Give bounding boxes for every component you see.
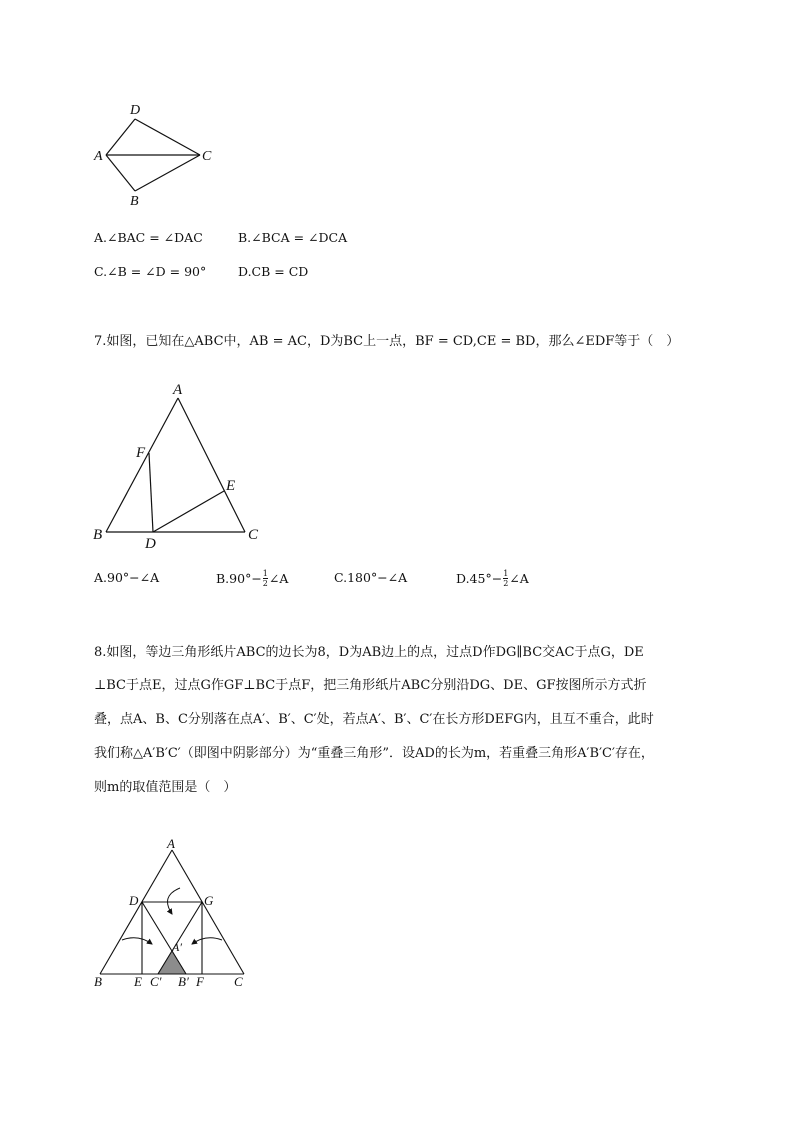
q7-option-b-suffix: ∠A [268,571,289,586]
segment-de [153,491,224,532]
q7-option-c: C.180°−∠A [334,570,408,585]
q7-option-d [456,570,529,589]
label-e: E [226,478,236,494]
label-b: B [93,527,103,543]
segment-fd [149,453,153,532]
segment-ab [106,398,178,532]
label-c: C [234,974,243,989]
label-c: C [248,527,259,543]
segment-ad [106,119,135,155]
q6-option-b: B.∠BCA = ∠DCA [238,230,348,245]
label-f: F [196,974,204,989]
label-d: D [130,103,141,118]
label-e: E [134,974,142,989]
figure-kite [88,98,228,210]
q8-line-5: 则m的取值范围是（ ） [94,780,237,795]
q7-option-d-suffix: ∠A [509,571,529,586]
label-c: C [202,149,212,164]
label-g: G [204,893,214,908]
label-a: A [167,838,175,851]
q7-option-b-prefix: B.90°− [216,571,262,586]
q7-option-a: A.90°−∠A [94,570,160,585]
label-f: F [136,445,146,461]
arrow-icon [122,938,152,944]
label-b: B [130,194,139,209]
q6-option-a: A.∠BAC = ∠DAC [94,230,203,245]
label-a-prime: A′ [172,940,182,954]
fraction-numerator: 1 [503,569,509,578]
label-d: D [129,893,139,908]
segment-ab [100,850,172,974]
segment-ab [106,155,135,191]
overlap-triangle [158,951,186,974]
q6-option-d: D.CB = CD [238,264,309,279]
arrow-icon [192,938,222,944]
arrow-icon [168,888,181,914]
fraction-half [503,569,508,588]
label-a: A [173,384,183,398]
figure-q7-triangle [88,384,274,554]
q8-line-1: 8.如图，等边三角形纸片ABC的边长为8，D为AB边上的点，过点D作DG∥BC交AC于点G，DE [94,645,644,660]
q7-option-b [216,570,288,589]
segment-ac [172,850,244,974]
fraction-half [263,569,268,588]
figure-q8-folding [88,838,258,996]
fraction-numerator: 1 [262,569,268,578]
q6-option-c: C.∠B = ∠D = 90° [94,264,207,279]
label-b: B [94,974,102,989]
q8-line-2: ⊥BC于点E，过点G作GF⊥BC于点F，把三角形纸片ABC分别沿DG、DE、GF按图所示方式折 [94,678,647,693]
label-b-prime: B′ [178,974,189,989]
q7-option-d-prefix: D.45°− [456,571,503,586]
label-d: D [145,536,156,552]
fraction-denominator: 2 [503,579,509,588]
q8-line-3: 叠，点A、B、C分别落在点A′、B′、C′处，若点A′、B′、C′在长方形DEFG内，且互不重合，此时 [94,712,654,727]
label-c-prime: C′ [150,974,162,989]
segment-dc [135,119,200,155]
q7-stem: 7.如图，已知在△ABC中，AB = AC，D为BC上一点，BF = CD,CE = BD，那么∠EDF等于（ ） [94,334,680,349]
segment-bc [135,155,200,191]
label-a: A [94,149,103,164]
q8-line-4: 我们称△A′B′C′（即图中阴影部分）为“重叠三角形”．设AD的长为m，若重叠三角形A′B′C′存在， [94,746,654,761]
fraction-denominator: 2 [262,579,268,588]
